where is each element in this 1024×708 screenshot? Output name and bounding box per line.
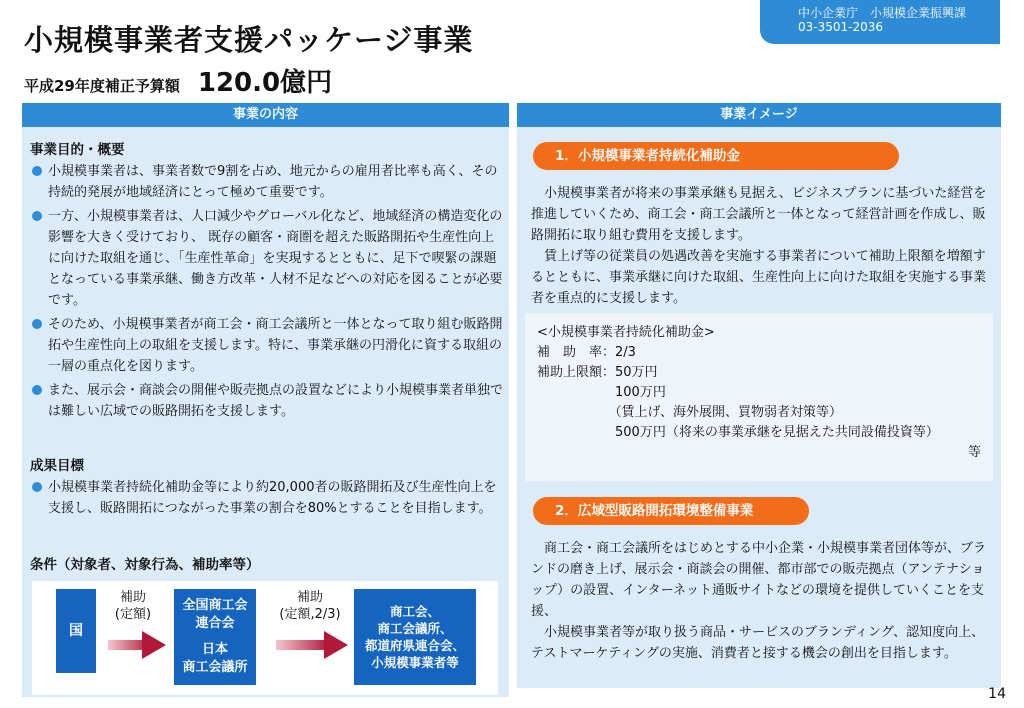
subsidy-flow-diagram bbox=[32, 581, 498, 695]
image-panel bbox=[517, 103, 1001, 688]
subsidy-label-2: 補助 (定額,2/3) bbox=[279, 590, 341, 622]
contact-phone: 03-3501-2036 bbox=[798, 20, 884, 34]
budget bbox=[24, 62, 332, 99]
purpose-bullet: 小規模事業者は、事業者数で9割を占め、地元からの雇用者比率も高く、その持続的発展が地域経済にとって極めて重要です。 bbox=[30, 161, 505, 203]
federation-label: 全国商工会 連合会 bbox=[182, 598, 248, 631]
details-row: （賃上げ、海外展開、買物弱者対策等） bbox=[537, 405, 842, 420]
result-heading: 成果目標 bbox=[30, 458, 84, 474]
details-row: 補助上限額：50万円 bbox=[537, 365, 658, 380]
budget-label: 平成29年度補正予算額 bbox=[24, 77, 180, 95]
item1-title: 1．小規模事業者持続化補助金 bbox=[533, 142, 899, 170]
page-title: 小規模事業者支援パッケージ事業 bbox=[24, 23, 474, 57]
item2-description: 商工会・商工会議所をはじめとする中小企業・小規模事業者団体等が、ブランドの磨き上げ、展示会・商談会の開催、都市部での販売拠点（アンテナショップ）の設置、インターネット通販サイトなどの環境を提供していくことを支援、 小規模事業者等が取り扱う商品・サービスのブランディング、認知度向上、テストマーケティングの実施、消費者と接する機会の創出を目指します。 bbox=[531, 541, 987, 661]
details-row: 500万円（将来の事業承継を見据えた共同設備投資等） bbox=[537, 425, 939, 440]
item2-title: 2．広域型販路開拓環境整備事業 bbox=[533, 497, 809, 525]
flow-arrow-1 bbox=[108, 635, 166, 655]
purpose-heading: 事業目的・概要 bbox=[30, 142, 125, 158]
details-title: <小規模事業者持続化補助金> bbox=[537, 325, 715, 340]
flow-arrow-2 bbox=[276, 635, 348, 655]
details-row: 100万円 bbox=[537, 385, 666, 400]
purpose-list bbox=[30, 161, 505, 425]
details-etc: 等 bbox=[967, 445, 981, 460]
image-panel-heading: 事業イメージ bbox=[517, 103, 1001, 127]
contact-box bbox=[760, 0, 1000, 44]
purpose-bullet: また、展示会・商談会の開催や販売拠点の設置などにより小規模事業者単独では難しい広域での販路開拓を支援します。 bbox=[30, 380, 505, 422]
subsidy-details-box bbox=[525, 313, 993, 481]
result-list bbox=[30, 477, 505, 522]
subsidy-label-1: 補助 (定額) bbox=[114, 590, 152, 622]
result-bullet: 小規模事業者持続化補助金等により約20,000者の販路開拓及び生産性向上を支援し、販路開拓につながった事業の割合を80%とすることを目指します。 bbox=[30, 477, 505, 519]
purpose-bullet: そのため、小規模事業者が商工会・商工会議所と一体となって取り組む販路開拓や生産性向上の取組を支援します。特に、事業承継の円滑化に資する取組の一層の重点化を図ります。 bbox=[30, 314, 505, 377]
federation-box bbox=[174, 589, 256, 685]
conditions-heading: 条件（対象者、対象行為、補助率等） bbox=[30, 557, 260, 573]
country-box: 国 bbox=[56, 589, 96, 673]
chamber-label: 日本 商工会議所 bbox=[182, 642, 248, 675]
contact-department: 中小企業庁 小規模企業振興課 bbox=[798, 6, 967, 20]
page-number: 14 bbox=[988, 686, 1006, 702]
item1-description: 小規模事業者が将来の事業承継も見据え、ビジネスプランに基づいた経営を推進していくため、商工会・商工会議所と一体となって経営計画を作成し、販路開拓に取り組む費用を支援します。 賃上げ等の従業員の処遇改善を実施する事業者について補助上限額を増額するとともに、事業承継に向けた取組、生産性向上に向けた取組を実施する事業者を重点的に支援します。 bbox=[531, 186, 987, 306]
content-panel-heading: 事業の内容 bbox=[22, 103, 509, 127]
purpose-bullet: 一方、小規模事業者は、人口減少やグローバル化など、地域経済の構造変化の影響を大きく受けており、 既存の顧客・商圏を超えた販路開拓や生産性向上に向けた取組を通じ、「生産性革命」を実現するとともに、足下で喫緊の課題となっている事業承継、働き方改革・人材不足などへの対応を図ることが必要です。 bbox=[30, 206, 505, 311]
details-row: 補 助 率：2/3 bbox=[537, 345, 636, 360]
budget-value: 120.0億円 bbox=[197, 68, 333, 98]
content-panel bbox=[22, 103, 509, 697]
recipient-box: 商工会、 商工会議所、 都道府県連合会、 小規模事業者等 bbox=[354, 589, 476, 685]
